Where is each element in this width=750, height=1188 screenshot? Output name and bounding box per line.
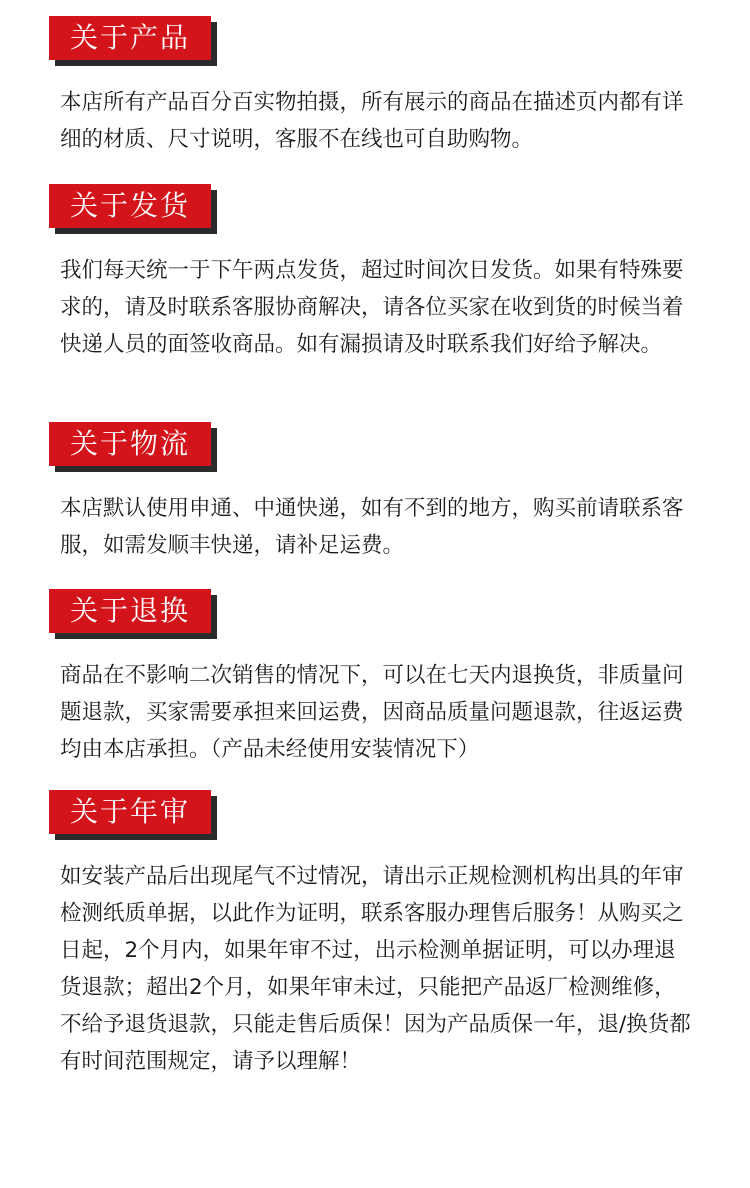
section-heading-box (49, 589, 217, 639)
section-body-shipping: 我们每天统一于下午两点发货，超过时间次日发货。如果有特殊要求的，请及时联系客服协商解决，请各位买家在收到货的时候当着快递人员的面签收商品。如有漏损请及时联系我们好给予解决。 (60, 258, 684, 357)
section-heading-box (49, 790, 217, 840)
section-heading-box (49, 16, 217, 66)
section-heading-returns: 关于退换 (49, 589, 211, 633)
section-heading-product: 关于产品 (49, 16, 211, 60)
section-heading-logistics: 关于物流 (49, 422, 211, 466)
section-body-inspection: 如安装产品后出现尾气不过情况，请出示正规检测机构出具的年审检测纸质单据，以此作为证明，联系客服办理售后服务！从购买之日起，2个月内，如果年审不过，出示检测单据证明，可以办理退货退款；超出2个月，如果年审未过，只能把产品返厂检测维修，不给予退货退款，只能走售后质保！因为产品质保一年，退/换货都有时间范围规定，请予以理解！ (60, 864, 691, 1074)
section-body-returns: 商品在不影响二次销售的情况下，可以在七天内退换货，非质量问题退款，买家需要承担来回运费，因商品质量问题退款，往返运费均由本店承担。（产品未经使用安装情况下） (60, 663, 684, 762)
section-heading-box (49, 184, 217, 234)
section-body-product: 本店所有产品百分百实物拍摄，所有展示的商品在描述页内都有详细的材质、尺寸说明，客服不在线也可自助购物。 (60, 90, 684, 152)
section-heading-box (49, 422, 217, 472)
section-heading-shipping: 关于发货 (49, 184, 211, 228)
section-body-logistics: 本店默认使用申通、中通快递，如有不到的地方，购买前请联系客服，如需发顺丰快递，请补足运费。 (60, 496, 684, 558)
section-heading-inspection: 关于年审 (49, 790, 211, 834)
